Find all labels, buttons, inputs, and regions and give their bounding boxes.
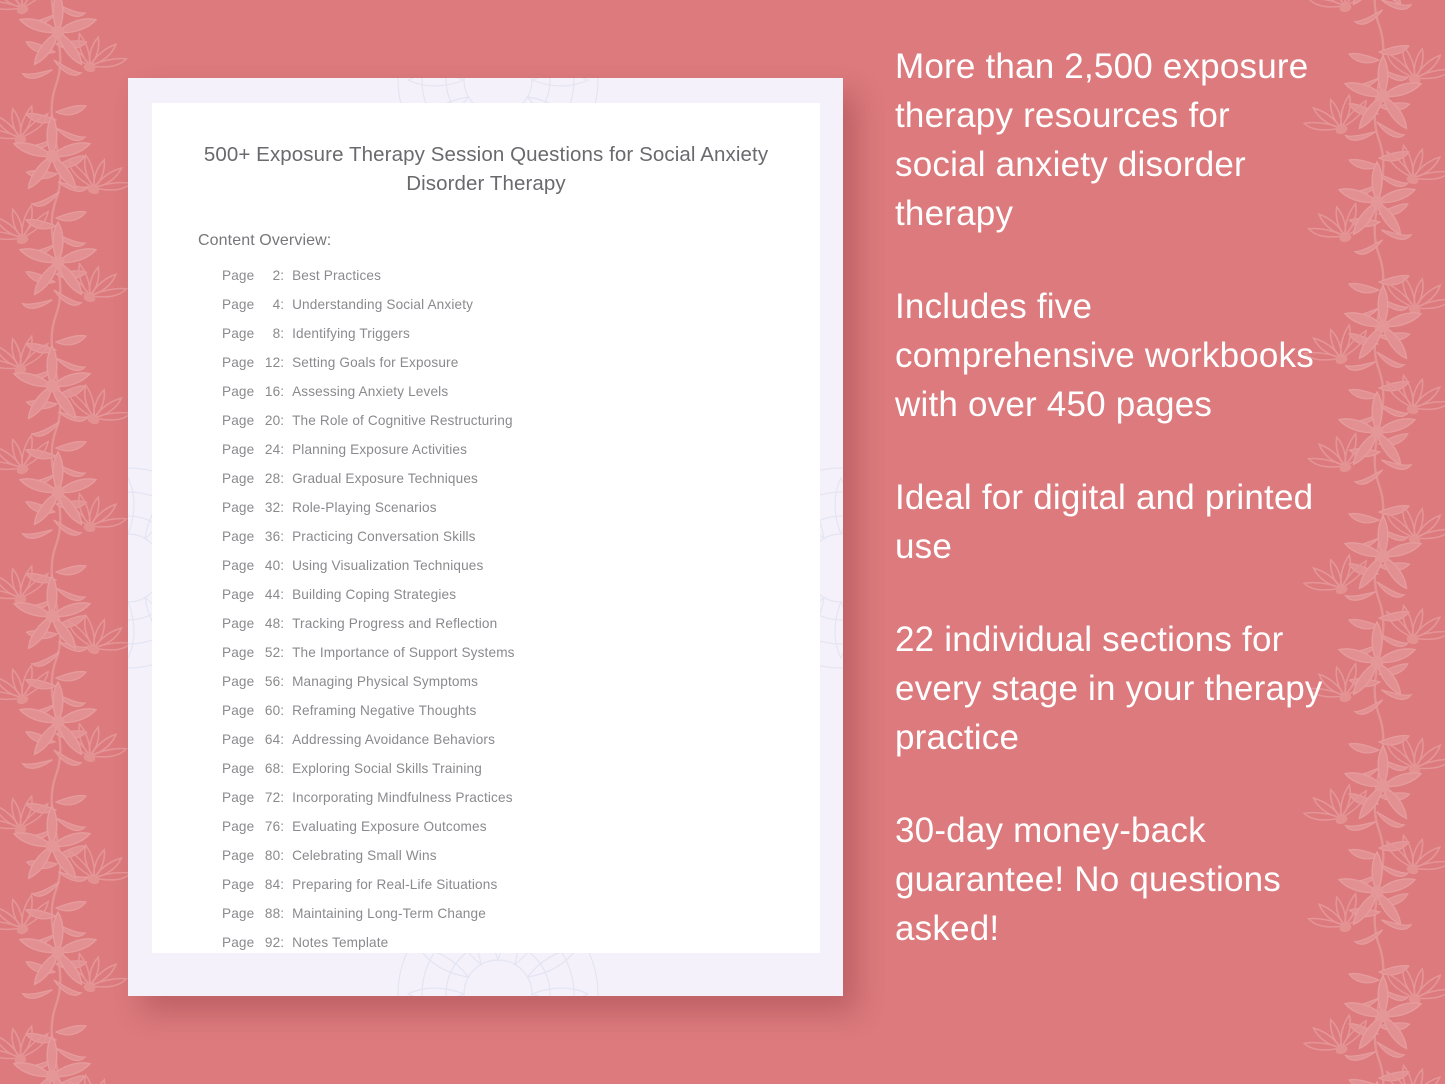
toc-colon: : — [280, 442, 293, 457]
toc-section-title: The Role of Cognitive Restructuring — [292, 413, 513, 428]
toc-page-label: Page — [222, 471, 259, 486]
toc-page-number: 28 — [264, 471, 281, 486]
toc-section-title: Evaluating Exposure Outcomes — [292, 819, 487, 834]
toc-entry — [222, 674, 820, 703]
toc-section-title: The Importance of Support Systems — [292, 645, 515, 660]
toc-page-label: Page — [222, 442, 259, 457]
toc-page-label: Page — [222, 732, 259, 747]
toc-entry — [222, 761, 820, 790]
toc-entry — [222, 558, 820, 587]
toc-section-title: Maintaining Long-Term Change — [292, 906, 486, 921]
toc-section-title: Exploring Social Skills Training — [292, 761, 482, 776]
toc-colon: : — [280, 732, 293, 747]
toc-section-title: Incorporating Mindfulness Practices — [292, 790, 513, 805]
toc-colon: : — [280, 500, 293, 515]
toc-section-title: Reframing Negative Thoughts — [292, 703, 477, 718]
toc-colon: : — [280, 790, 293, 805]
marketing-paragraph: More than 2,500 exposure therapy resources for social anxiety disorder therapy — [895, 47, 1309, 233]
toc-entry — [222, 616, 820, 645]
toc-section-title: Notes Template — [292, 935, 389, 950]
toc-page-label: Page — [222, 616, 259, 631]
toc-colon: : — [280, 906, 293, 921]
marketing-copy-column — [895, 42, 1325, 953]
toc-page-number: 12 — [264, 355, 281, 370]
content-overview-label: Content Overview: — [198, 232, 332, 249]
toc-colon: : — [280, 645, 293, 660]
toc-page-number: 8 — [272, 326, 281, 341]
toc-entry — [222, 645, 820, 674]
toc-page-label: Page — [222, 297, 259, 312]
toc-entry — [222, 906, 820, 935]
toc-page-number: 56 — [264, 674, 281, 689]
toc-entry — [222, 355, 820, 384]
toc-page-number: 44 — [264, 587, 281, 602]
toc-section-title: Gradual Exposure Techniques — [292, 471, 478, 486]
toc-entry — [222, 413, 820, 442]
toc-section-title: Setting Goals for Exposure — [292, 355, 459, 370]
toc-page-number: 80 — [264, 848, 281, 863]
toc-section-title: Tracking Progress and Reflection — [292, 616, 498, 631]
toc-entry — [222, 471, 820, 500]
toc-section-title: Managing Physical Symptoms — [292, 674, 479, 689]
toc-page-label: Page — [222, 413, 259, 428]
toc-section-title: Assessing Anxiety Levels — [292, 384, 449, 399]
toc-page-number: 88 — [264, 906, 281, 921]
toc-page-number: 2 — [272, 268, 281, 283]
toc-page-number: 52 — [264, 645, 281, 660]
toc-page-label: Page — [222, 326, 259, 341]
toc-page-number: 64 — [264, 732, 281, 747]
toc-entry — [222, 326, 820, 355]
toc-page-label: Page — [222, 645, 259, 660]
toc-page-number: 72 — [264, 790, 281, 805]
toc-entry — [222, 442, 820, 471]
toc-section-title: Building Coping Strategies — [292, 587, 457, 602]
toc-section-title: Using Visualization Techniques — [292, 558, 484, 573]
toc-colon: : — [280, 587, 293, 602]
toc-colon: : — [280, 268, 293, 283]
toc-entry — [222, 848, 820, 877]
toc-section-title: Celebrating Small Wins — [292, 848, 437, 863]
toc-entry — [222, 500, 820, 529]
toc-section-title: Identifying Triggers — [292, 326, 410, 341]
toc-colon: : — [280, 761, 293, 776]
toc-colon: : — [280, 413, 293, 428]
toc-colon: : — [280, 384, 293, 399]
toc-page-number: 24 — [264, 442, 281, 457]
toc-page-label: Page — [222, 761, 259, 776]
toc-entry — [222, 268, 820, 297]
toc-colon: : — [280, 674, 293, 689]
toc-colon: : — [280, 558, 293, 573]
toc-page-number: 84 — [264, 877, 281, 892]
toc-colon: : — [280, 297, 293, 312]
toc-entry — [222, 297, 820, 326]
toc-entry — [222, 877, 820, 906]
toc-page-number: 60 — [264, 703, 281, 718]
marketing-paragraph: 22 individual sections for every stage in your therapy practice — [895, 620, 1323, 757]
toc-colon: : — [280, 877, 293, 892]
toc-page-label: Page — [222, 355, 259, 370]
page-title: 500+ Exposure Therapy Session Questions for Social Anxiety Disorder Therapy — [203, 143, 769, 195]
toc-section-title: Role-Playing Scenarios — [292, 500, 437, 515]
toc-page-label: Page — [222, 935, 259, 950]
toc-section-title: Practicing Conversation Skills — [292, 529, 476, 544]
floral-vine-border-left-icon — [0, 0, 136, 1084]
toc-page-label: Page — [222, 703, 259, 718]
toc-page-number: 48 — [264, 616, 281, 631]
toc-page-label: Page — [222, 877, 259, 892]
toc-colon: : — [280, 616, 293, 631]
toc-colon: : — [280, 703, 293, 718]
toc-page-number: 32 — [264, 500, 281, 515]
toc-colon: : — [280, 326, 293, 341]
marketing-paragraph: Includes five comprehensive workbooks with over 450 pages — [895, 287, 1314, 424]
toc-entry — [222, 529, 820, 558]
toc-page-label: Page — [222, 529, 259, 544]
toc-entry — [222, 384, 820, 413]
document-page — [152, 103, 820, 953]
marketing-paragraph: Ideal for digital and printed use — [895, 478, 1314, 566]
toc-page-number: 92 — [264, 935, 281, 950]
toc-section-title: Preparing for Real-Life Situations — [292, 877, 498, 892]
toc-colon: : — [280, 848, 293, 863]
toc-page-label: Page — [222, 674, 259, 689]
toc-section-title: Planning Exposure Activities — [292, 442, 468, 457]
toc-colon: : — [280, 529, 293, 544]
toc-colon: : — [280, 355, 293, 370]
toc-entry — [222, 935, 820, 964]
document-preview-card — [128, 78, 843, 996]
toc-colon: : — [280, 471, 293, 486]
toc-entry — [222, 732, 820, 761]
toc-entry — [222, 587, 820, 616]
marketing-paragraph: 30-day money-back guarantee! No questions asked! — [895, 811, 1281, 948]
toc-page-label: Page — [222, 500, 259, 515]
toc-page-number: 76 — [264, 819, 281, 834]
toc-page-number: 16 — [264, 384, 281, 399]
toc-section-title: Addressing Avoidance Behaviors — [292, 732, 496, 747]
toc-page-label: Page — [222, 790, 259, 805]
toc-section-title: Understanding Social Anxiety — [292, 297, 474, 312]
toc-page-label: Page — [222, 819, 259, 834]
toc-page-label: Page — [222, 268, 259, 283]
toc-entry — [222, 703, 820, 732]
toc-page-label: Page — [222, 587, 259, 602]
toc-page-number: 36 — [264, 529, 281, 544]
toc-page-number: 68 — [264, 761, 281, 776]
toc-colon: : — [280, 935, 293, 950]
toc-page-label: Page — [222, 906, 259, 921]
toc-page-number: 20 — [264, 413, 281, 428]
table-of-contents-list — [152, 250, 820, 964]
toc-page-number: 40 — [264, 558, 281, 573]
toc-page-number: 4 — [272, 297, 281, 312]
toc-page-label: Page — [222, 558, 259, 573]
toc-colon: : — [280, 819, 293, 834]
toc-page-label: Page — [222, 848, 259, 863]
toc-page-label: Page — [222, 384, 259, 399]
toc-entry — [222, 790, 820, 819]
toc-section-title: Best Practices — [292, 268, 382, 283]
toc-entry — [222, 819, 820, 848]
